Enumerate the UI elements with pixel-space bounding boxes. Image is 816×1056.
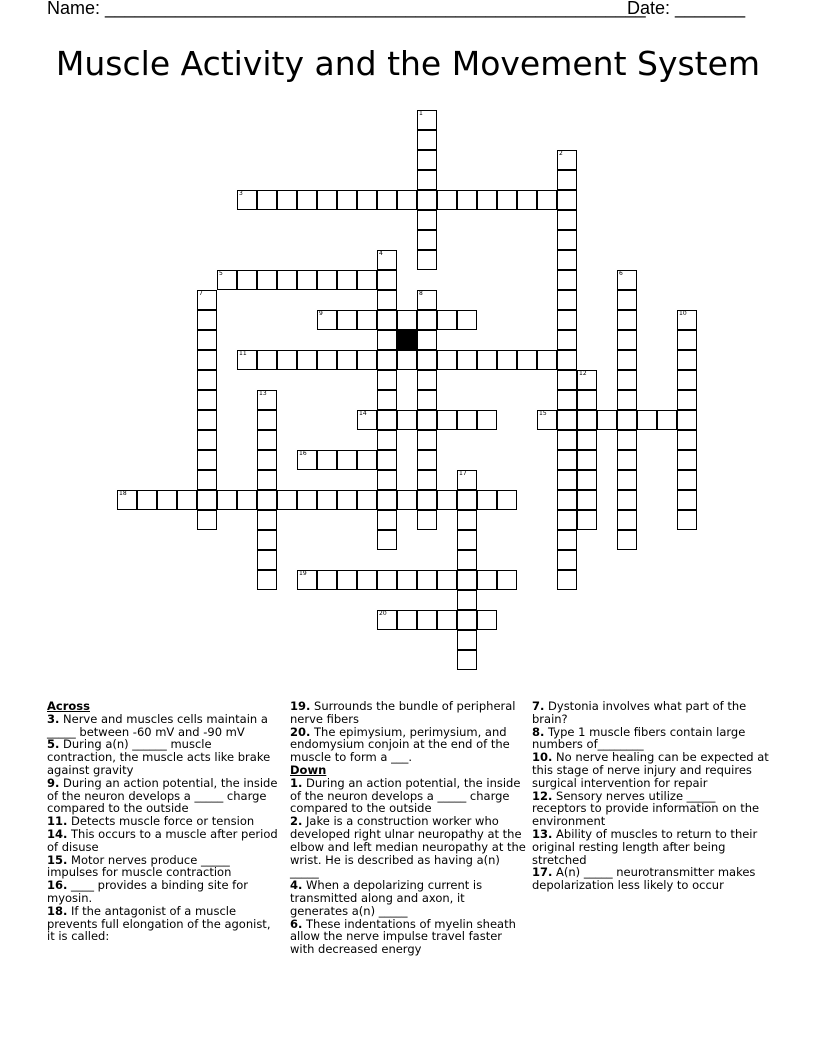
grid-cell[interactable] xyxy=(257,410,277,430)
grid-cell[interactable] xyxy=(417,310,437,330)
grid-cell[interactable] xyxy=(237,270,257,290)
grid-cell[interactable] xyxy=(557,490,577,510)
grid-cell[interactable] xyxy=(457,310,477,330)
grid-cell[interactable] xyxy=(677,390,697,410)
grid-cell[interactable] xyxy=(457,350,477,370)
grid-cell[interactable] xyxy=(197,330,217,350)
grid-cell[interactable] xyxy=(257,530,277,550)
grid-cell[interactable] xyxy=(337,570,357,590)
clue-across-9: 9. During an action potential, the inside of the neuron develops a _____ charge compared to the outside xyxy=(47,775,278,816)
grid-cell[interactable] xyxy=(457,410,477,430)
clue-number-1: 1 xyxy=(419,110,423,117)
clue-across-20: 20. The epimysium, perimysium, and endomysium conjoin at the end of the muscle to form a ___. xyxy=(290,724,510,765)
grid-cell[interactable] xyxy=(377,430,397,450)
clue-down-2: 2. Jake is a construction worker who developed right ulnar neuropathy at the elbow and left median neuropathy at the wrist. He is described as having a(n) _____ xyxy=(290,814,526,880)
grid-cell[interactable] xyxy=(417,330,437,350)
grid-cell[interactable] xyxy=(477,610,497,630)
clue-across-19: 19. Surrounds the bundle of peripheral nerve fibers xyxy=(290,699,516,726)
grid-cell[interactable] xyxy=(257,270,277,290)
grid-cell[interactable] xyxy=(557,570,577,590)
grid-cell[interactable] xyxy=(557,450,577,470)
grid-cell[interactable] xyxy=(157,490,177,510)
grid-cell[interactable] xyxy=(297,350,317,370)
grid-cell[interactable] xyxy=(417,470,437,490)
grid-cell[interactable] xyxy=(197,410,217,430)
grid-cell[interactable] xyxy=(437,310,457,330)
grid-cell[interactable] xyxy=(617,530,637,550)
grid-cell[interactable] xyxy=(437,490,457,510)
grid-cell[interactable] xyxy=(277,190,297,210)
grid-cell[interactable] xyxy=(497,350,517,370)
grid-cell[interactable] xyxy=(677,510,697,530)
grid-cell[interactable] xyxy=(357,350,377,370)
grid-cell[interactable] xyxy=(477,350,497,370)
grid-cell[interactable] xyxy=(337,490,357,510)
grid-cell[interactable] xyxy=(277,350,297,370)
grid-cell[interactable] xyxy=(617,490,637,510)
clue-across-5: 5. During a(n) ______ muscle contraction, the muscle acts like brake against gravity xyxy=(47,737,271,777)
grid-cell[interactable] xyxy=(397,610,417,630)
grid-cell[interactable] xyxy=(577,410,597,430)
grid-cell[interactable] xyxy=(377,530,397,550)
grid-cell[interactable] xyxy=(237,490,257,510)
grid-cell[interactable] xyxy=(457,490,477,510)
grid-cell[interactable] xyxy=(197,450,217,470)
grid-cell[interactable] xyxy=(557,230,577,250)
clue-number-6: 6 xyxy=(619,270,623,277)
grid-cell[interactable] xyxy=(677,430,697,450)
grid-cell[interactable] xyxy=(457,610,477,630)
clue-down-12: 12. Sensory nerves utilize _____ receptors to provide information on the environment xyxy=(532,788,760,829)
grid-cell[interactable] xyxy=(217,490,237,510)
grid-cell[interactable] xyxy=(497,190,517,210)
grid-cell[interactable] xyxy=(297,190,317,210)
grid-cell[interactable] xyxy=(357,570,377,590)
clue-number-9: 9 xyxy=(319,310,323,317)
grid-cell[interactable] xyxy=(397,490,417,510)
grid-cell[interactable] xyxy=(257,490,277,510)
grid-cell[interactable] xyxy=(397,410,417,430)
grid-cell[interactable] xyxy=(197,470,217,490)
clue-number-11: 11 xyxy=(239,350,247,357)
grid-cell[interactable] xyxy=(297,270,317,290)
grid-cell[interactable] xyxy=(477,190,497,210)
grid-cell[interactable] xyxy=(577,430,597,450)
grid-cell[interactable] xyxy=(497,490,517,510)
grid-cell[interactable] xyxy=(557,390,577,410)
clue-number-4: 4 xyxy=(379,250,383,257)
grid-cell[interactable] xyxy=(617,350,637,370)
grid-cell[interactable] xyxy=(437,350,457,370)
grid-cell[interactable] xyxy=(417,130,437,150)
grid-cell[interactable] xyxy=(477,410,497,430)
grid-cell[interactable] xyxy=(417,350,437,370)
grid-cell[interactable] xyxy=(417,250,437,270)
grid-cell[interactable] xyxy=(277,270,297,290)
grid-cell[interactable] xyxy=(557,250,577,270)
grid-cell[interactable] xyxy=(397,310,417,330)
grid-cell[interactable] xyxy=(377,570,397,590)
grid-cell[interactable] xyxy=(197,490,217,510)
grid-cell[interactable] xyxy=(337,310,357,330)
clue-number-15: 15 xyxy=(539,410,547,417)
grid-cell[interactable] xyxy=(557,310,577,330)
grid-cell[interactable] xyxy=(617,470,637,490)
grid-cell[interactable] xyxy=(417,490,437,510)
page-title: Muscle Activity and the Movement System xyxy=(55,44,761,83)
grid-cell[interactable] xyxy=(577,470,597,490)
date-field[interactable]: Date: _______ xyxy=(627,0,746,18)
grid-cell[interactable] xyxy=(197,310,217,330)
grid-cell[interactable] xyxy=(457,590,477,610)
grid-cell[interactable] xyxy=(557,430,577,450)
grid-cell[interactable] xyxy=(477,570,497,590)
clue-number-7: 7 xyxy=(199,290,203,297)
grid-cell[interactable] xyxy=(537,350,557,370)
grid-cell[interactable] xyxy=(617,510,637,530)
grid-cell[interactable] xyxy=(457,530,477,550)
grid-cell[interactable] xyxy=(197,430,217,450)
grid-cell[interactable] xyxy=(417,390,437,410)
grid-cell[interactable] xyxy=(417,190,437,210)
grid-cell[interactable] xyxy=(377,310,397,330)
grid-cell[interactable] xyxy=(377,370,397,390)
grid-cell[interactable] xyxy=(377,470,397,490)
grid-cell[interactable] xyxy=(557,410,577,430)
grid-cell[interactable] xyxy=(197,350,217,370)
grid-cell[interactable] xyxy=(457,190,477,210)
grid-cell[interactable] xyxy=(137,490,157,510)
grid-cell[interactable] xyxy=(377,450,397,470)
grid-cell[interactable] xyxy=(517,350,537,370)
grid-cell[interactable] xyxy=(377,290,397,310)
clue-down-17: 17. A(n) _____ neurotransmitter makes depolarization less likely to occur xyxy=(532,865,756,893)
down-heading: Down xyxy=(290,762,327,777)
clues-column-3 xyxy=(532,700,770,892)
grid-cell[interactable] xyxy=(417,430,437,450)
clue-across-16: 16. ____ provides a binding site for myosin. xyxy=(47,878,248,905)
grid-cell[interactable] xyxy=(557,350,577,370)
grid-cell[interactable] xyxy=(197,370,217,390)
grid-cell[interactable] xyxy=(637,410,657,430)
clue-down-4: 4. When a depolarizing current is transmitted along and axon, it generates a(n) _____ xyxy=(290,878,483,918)
across-heading: Across xyxy=(47,699,90,713)
blocked-cell xyxy=(397,330,417,350)
grid-cell[interactable] xyxy=(337,450,357,470)
grid-cell[interactable] xyxy=(337,270,357,290)
grid-cell[interactable] xyxy=(257,570,277,590)
clue-across-14: 14. This occurs to a muscle after period of disuse xyxy=(47,826,278,854)
grid-cell[interactable] xyxy=(677,450,697,470)
grid-cell[interactable] xyxy=(457,570,477,590)
grid-cell[interactable] xyxy=(197,390,217,410)
grid-cell[interactable] xyxy=(657,410,677,430)
grid-cell[interactable] xyxy=(317,490,337,510)
grid-cell[interactable] xyxy=(357,310,377,330)
grid-cell[interactable] xyxy=(297,490,317,510)
grid-cell[interactable] xyxy=(477,490,497,510)
grid-cell[interactable] xyxy=(437,610,457,630)
clue-number-3: 3 xyxy=(239,190,243,197)
clue-number-17: 17 xyxy=(459,470,467,477)
grid-cell[interactable] xyxy=(177,490,197,510)
grid-cell[interactable] xyxy=(317,190,337,210)
clue-down-10: 10. No nerve healing can be expected at this stage of nerve injury and requires surgical intervention for repair xyxy=(532,750,769,790)
grid-cell[interactable] xyxy=(317,350,337,370)
grid-cell[interactable] xyxy=(357,450,377,470)
clue-number-5: 5 xyxy=(219,270,223,277)
grid-cell[interactable] xyxy=(457,510,477,530)
grid-cell[interactable] xyxy=(377,410,397,430)
grid-cell[interactable] xyxy=(197,510,217,530)
grid-cell[interactable] xyxy=(417,230,437,250)
grid-cell[interactable] xyxy=(557,210,577,230)
grid-cell[interactable] xyxy=(377,390,397,410)
grid-cell[interactable] xyxy=(357,190,377,210)
grid-cell[interactable] xyxy=(417,610,437,630)
grid-cell[interactable] xyxy=(257,430,277,450)
grid-cell[interactable] xyxy=(417,170,437,190)
grid-cell[interactable] xyxy=(257,550,277,570)
grid-cell[interactable] xyxy=(557,470,577,490)
grid-cell[interactable] xyxy=(457,550,477,570)
clue-number-13: 13 xyxy=(259,390,267,397)
grid-cell[interactable] xyxy=(677,410,697,430)
grid-cell[interactable] xyxy=(557,330,577,350)
grid-cell[interactable] xyxy=(577,490,597,510)
grid-cell[interactable] xyxy=(617,310,637,330)
grid-cell[interactable] xyxy=(617,370,637,390)
clue-across-18: 18. If the antagonist of a muscle prevents full elongation of the agonist, it is called: xyxy=(47,903,271,944)
grid-cell[interactable] xyxy=(617,430,637,450)
grid-cell[interactable] xyxy=(557,370,577,390)
grid-cell[interactable] xyxy=(677,350,697,370)
grid-cell[interactable] xyxy=(317,570,337,590)
grid-cell[interactable] xyxy=(577,450,597,470)
grid-cell[interactable] xyxy=(337,190,357,210)
clue-across-3: 3. Nerve and muscles cells maintain a _____ between -60 mV and -90 mV xyxy=(47,711,268,739)
grid-cell[interactable] xyxy=(337,350,357,370)
clue-number-16: 16 xyxy=(299,450,307,457)
grid-cell[interactable] xyxy=(417,210,437,230)
grid-cell[interactable] xyxy=(397,350,417,370)
grid-cell[interactable] xyxy=(257,450,277,470)
grid-cell[interactable] xyxy=(517,190,537,210)
grid-cell[interactable] xyxy=(437,190,457,210)
grid-cell[interactable] xyxy=(557,170,577,190)
grid-cell[interactable] xyxy=(617,450,637,470)
clue-down-8: 8. Type 1 muscle fibers contain large numbers of________ xyxy=(532,724,746,752)
grid-cell[interactable] xyxy=(397,190,417,210)
grid-cell[interactable] xyxy=(677,330,697,350)
grid-cell[interactable] xyxy=(677,490,697,510)
clue-down-13: 13. Ability of muscles to return to their original resting length after being stretched xyxy=(532,826,758,867)
grid-cell[interactable] xyxy=(437,570,457,590)
clue-across-15: 15. Motor nerves produce _____ impulses for muscle contraction xyxy=(47,852,232,880)
grid-cell[interactable] xyxy=(457,630,477,650)
grid-cell[interactable] xyxy=(557,190,577,210)
grid-cell[interactable] xyxy=(417,410,437,430)
clue-down-6: 6. These indentations of myelin sheath allow the nerve impulse travel faster with decreased energy xyxy=(290,916,516,957)
grid-cell[interactable] xyxy=(397,570,417,590)
grid-cell[interactable] xyxy=(577,510,597,530)
clues-column-2 xyxy=(290,700,526,956)
clue-down-7: 7. Dystonia involves what part of the brain? xyxy=(532,699,747,726)
grid-cell[interactable] xyxy=(417,570,437,590)
grid-cell[interactable] xyxy=(557,530,577,550)
grid-cell[interactable] xyxy=(597,410,617,430)
grid-cell[interactable] xyxy=(377,330,397,350)
grid-cell[interactable] xyxy=(617,390,637,410)
grid-cell[interactable] xyxy=(257,510,277,530)
clue-number-19: 19 xyxy=(299,570,307,577)
grid-cell[interactable] xyxy=(377,190,397,210)
grid-cell[interactable] xyxy=(557,510,577,530)
clue-number-18: 18 xyxy=(119,490,127,497)
grid-cell[interactable] xyxy=(257,470,277,490)
grid-cell[interactable] xyxy=(677,370,697,390)
grid-cell[interactable] xyxy=(257,190,277,210)
grid-cell[interactable] xyxy=(317,450,337,470)
grid-cell[interactable] xyxy=(277,490,297,510)
grid-cell[interactable] xyxy=(417,370,437,390)
grid-cell[interactable] xyxy=(417,510,437,530)
grid-cell[interactable] xyxy=(377,350,397,370)
grid-cell[interactable] xyxy=(457,650,477,670)
clues-column-1 xyxy=(47,700,279,943)
grid-cell[interactable] xyxy=(497,570,517,590)
clue-number-8: 8 xyxy=(419,290,423,297)
clue-number-10: 10 xyxy=(679,310,687,317)
clue-number-2: 2 xyxy=(559,150,563,157)
clue-number-14: 14 xyxy=(359,410,367,417)
grid-cell[interactable] xyxy=(317,270,337,290)
grid-cell[interactable] xyxy=(377,490,397,510)
grid-cell[interactable] xyxy=(617,410,637,430)
clue-number-12: 12 xyxy=(579,370,587,377)
clue-across-11: 11. Detects muscle force or tension xyxy=(47,814,255,829)
grid-cell[interactable] xyxy=(677,470,697,490)
grid-cell[interactable] xyxy=(557,550,577,570)
grid-cell[interactable] xyxy=(577,390,597,410)
name-field[interactable]: Name: ______________________________________________________ xyxy=(47,0,646,18)
clue-number-20: 20 xyxy=(379,610,387,617)
grid-cell[interactable] xyxy=(377,270,397,290)
grid-cell[interactable] xyxy=(357,270,377,290)
grid-cell[interactable] xyxy=(437,410,457,430)
grid-cell[interactable] xyxy=(617,330,637,350)
grid-cell[interactable] xyxy=(417,450,437,470)
grid-cell[interactable] xyxy=(377,510,397,530)
grid-cell[interactable] xyxy=(357,490,377,510)
grid-cell[interactable] xyxy=(417,150,437,170)
grid-cell[interactable] xyxy=(557,290,577,310)
grid-cell[interactable] xyxy=(557,270,577,290)
grid-cell[interactable] xyxy=(257,350,277,370)
grid-cell[interactable] xyxy=(537,190,557,210)
clue-down-1: 1. During an action potential, the inside of the neuron develops a _____ charge compared to the outside xyxy=(290,775,521,816)
grid-cell[interactable] xyxy=(617,290,637,310)
